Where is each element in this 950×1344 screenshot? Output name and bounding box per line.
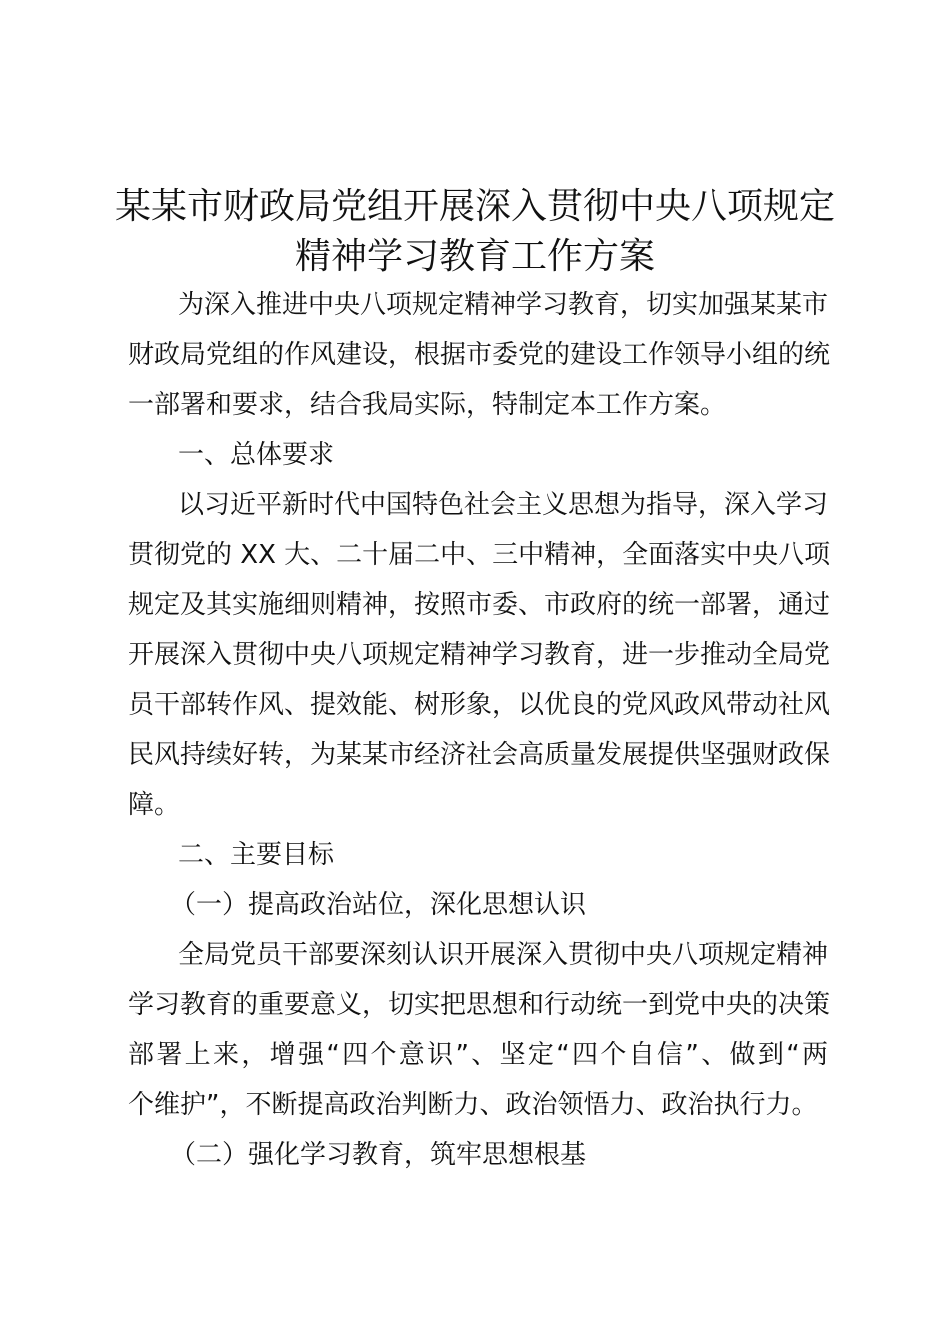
section-1-line-2: 贯彻党的 XX 大、二十届二中、三中精神，全面落实中央八项 bbox=[128, 540, 831, 570]
section-1-line-3: 规定及其实施细则精神，按照市委、市政府的统一部署，通过 bbox=[128, 590, 831, 620]
section-2-sub-1-line-2: 学习教育的重要意义，切实把思想和行动统一到党中央的决策 bbox=[128, 990, 831, 1020]
intro-line-2: 财政局党组的作风建设，根据市委党的建设工作领导小组的统 bbox=[128, 340, 831, 370]
section-1-line-4: 开展深入贯彻中央八项规定精神学习教育，进一步推动全局党 bbox=[128, 640, 831, 670]
section-1-line-7: 障。 bbox=[128, 790, 181, 820]
section-2-sub-1-line-3: 部署上来，增强“四个意识”、坚定“四个自信”、做到“两 bbox=[128, 1040, 828, 1070]
document-title-line-2: 精神学习教育工作方案 bbox=[294, 236, 655, 277]
section-1-line-6: 民风持续好转，为某某市经济社会高质量发展提供坚强财政保 bbox=[128, 740, 831, 770]
section-1-line-1: 以习近平新时代中国特色社会主义思想为指导，深入学习 bbox=[178, 490, 829, 520]
intro-line-3: 一部署和要求，结合我局实际，特制定本工作方案。 bbox=[128, 390, 727, 420]
section-2-sub-2-heading: （二）强化学习教育，筑牢思想根基 bbox=[170, 1140, 587, 1170]
section-2-sub-1-line-4: 个维护”，不断提高政治判断力、政治领悟力、政治执行力。 bbox=[128, 1090, 818, 1120]
intro-line-1: 为深入推进中央八项规定精神学习教育，切实加强某某市 bbox=[178, 290, 829, 320]
section-1-line-5: 员干部转作风、提效能、树形象，以优良的党风政风带动社风 bbox=[128, 690, 831, 720]
document-title-line-1: 某某市财政局党组开展深入贯彻中央八项规定 bbox=[114, 186, 835, 227]
section-2-sub-1-heading: （一）提高政治站位，深化思想认识 bbox=[170, 890, 587, 920]
section-2-sub-1-line-1: 全局党员干部要深刻认识开展深入贯彻中央八项规定精神 bbox=[178, 940, 829, 970]
section-2-heading: 二、主要目标 bbox=[178, 840, 335, 870]
section-1-heading: 一、总体要求 bbox=[178, 440, 335, 470]
